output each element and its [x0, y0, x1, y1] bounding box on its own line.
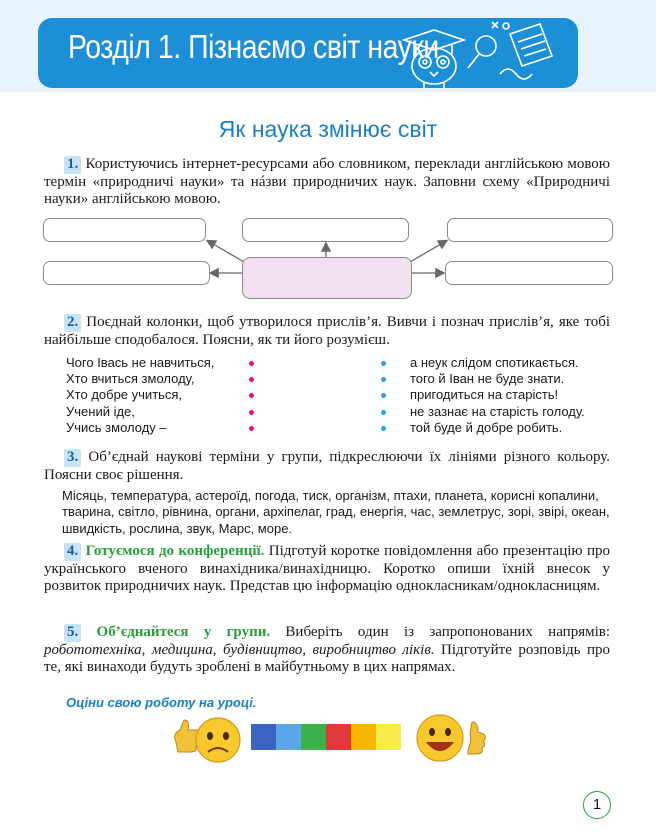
- proverb-left-item: Чого Івась не навчиться,: [66, 355, 215, 370]
- science-terms-list: Місяць, температура, астероїд, погода, тиск, організм, птахи, планета, корисні копалини, тварина, світло, рівнина, органи, архіпелаг, град, енергія, час, землетрус, зорі, звірі, океан, швидкість, рослина, звук, Марс, море.: [62, 488, 610, 536]
- left-match-dot[interactable]: [249, 410, 254, 415]
- proverb-left-item: Учений іде,: [66, 403, 135, 419]
- task-5-text-a: Виберіть один із запропонованих напрямів:: [285, 624, 611, 640]
- task-5-directions: робототехніка, медицина, будівництво, виробництво ліків.: [44, 641, 435, 658]
- scheme-answer-box-5[interactable]: [445, 261, 613, 285]
- proverb-left-column: [66, 355, 214, 436]
- scheme-answer-box-4[interactable]: [43, 261, 210, 285]
- task-4-number: 4.: [64, 543, 81, 561]
- task-2-number: 2.: [64, 314, 81, 332]
- task-3-text: Об’єднай наукові терміни у групи, підкреслюючи їх лініями різного кольору. Поясни своє рішення.: [44, 449, 611, 483]
- task-1-text: Користуючись інтернет-ресурсами або словником, переклади англійською мовою термін «природничі науки» та нáзви природничих наук. Заповни схему «Природничі науки» англійською мовою.: [44, 156, 611, 207]
- task-2: [44, 314, 610, 349]
- proverb-left-item: Учись змолоду –: [66, 419, 167, 435]
- sad-smiley-icon: [170, 712, 246, 766]
- task-5: [44, 624, 610, 677]
- scheme-answer-box-3[interactable]: [447, 218, 613, 242]
- scheme-answer-box-2[interactable]: [242, 218, 409, 242]
- evaluation-color-swatch[interactable]: [351, 724, 376, 750]
- evaluation-color-swatch[interactable]: [326, 724, 351, 750]
- scheme-center-box[interactable]: [242, 257, 412, 299]
- proverb-right-item: той буде й добре робить.: [410, 419, 563, 435]
- task-3: [44, 449, 610, 484]
- task-1-number: 1.: [64, 156, 81, 174]
- self-evaluation-label: Оціни свою роботу на уроці.: [66, 695, 257, 710]
- task-4-heading: Готуємося до конференції.: [85, 543, 265, 559]
- proverb-right-item: а неук слідом спотикається.: [410, 355, 579, 370]
- section-title: Як наука змінює світ: [218, 116, 438, 142]
- task-5-heading: Об’єднайтеся у групи.: [96, 624, 271, 640]
- evaluation-color-swatch[interactable]: [376, 724, 401, 750]
- right-match-dot[interactable]: [381, 410, 386, 415]
- scheme-answer-box-1[interactable]: [43, 218, 206, 242]
- left-match-dot[interactable]: [249, 426, 254, 431]
- right-match-dot[interactable]: [381, 426, 386, 431]
- proverb-left-item: Хто добре учиться,: [66, 387, 183, 403]
- proverb-left-item: Хто вчиться змолоду,: [66, 371, 195, 387]
- proverb-right-column: [410, 355, 585, 436]
- page-number: 1: [583, 791, 611, 819]
- proverb-right-item: пригодиться на старість!: [410, 387, 559, 403]
- task-5-text-b: Підготуйте розповідь про те, які винаходи будуть зроблені в майбутньому в цих напрямах.: [44, 641, 610, 675]
- task-4-text: Підготуй коротке повідомлення або презентацію про українського вченого винахідника/винахідницю. Коротко опиши їхній внесок у розвиток природничих наук. Представ цю інформацію однокласникам/однокласницям.: [44, 543, 611, 594]
- task-3-number: 3.: [64, 449, 81, 467]
- evaluation-color-swatch[interactable]: [276, 724, 301, 750]
- task-5-number: 5.: [64, 624, 81, 642]
- task-4: [44, 543, 610, 596]
- proverb-right-item: того й Іван не буде знати.: [410, 371, 565, 387]
- evaluation-color-swatch[interactable]: [301, 724, 326, 750]
- right-match-dot[interactable]: [381, 361, 386, 366]
- chapter-title: Розділ 1. Пізнаємо світ науки: [68, 28, 439, 65]
- proverb-right-item: не зазнає на старість голоду.: [410, 403, 585, 419]
- left-match-dot[interactable]: [249, 361, 254, 366]
- task-2-text: Поєднай колонки, щоб утворилося прислів’я. Вивчи і познач прислів’я, яке тобі найбільше сподобалося. Поясни, як ти його розумієш.: [44, 314, 611, 348]
- evaluation-color-swatch[interactable]: [251, 724, 276, 750]
- happy-smiley-icon: [414, 710, 486, 768]
